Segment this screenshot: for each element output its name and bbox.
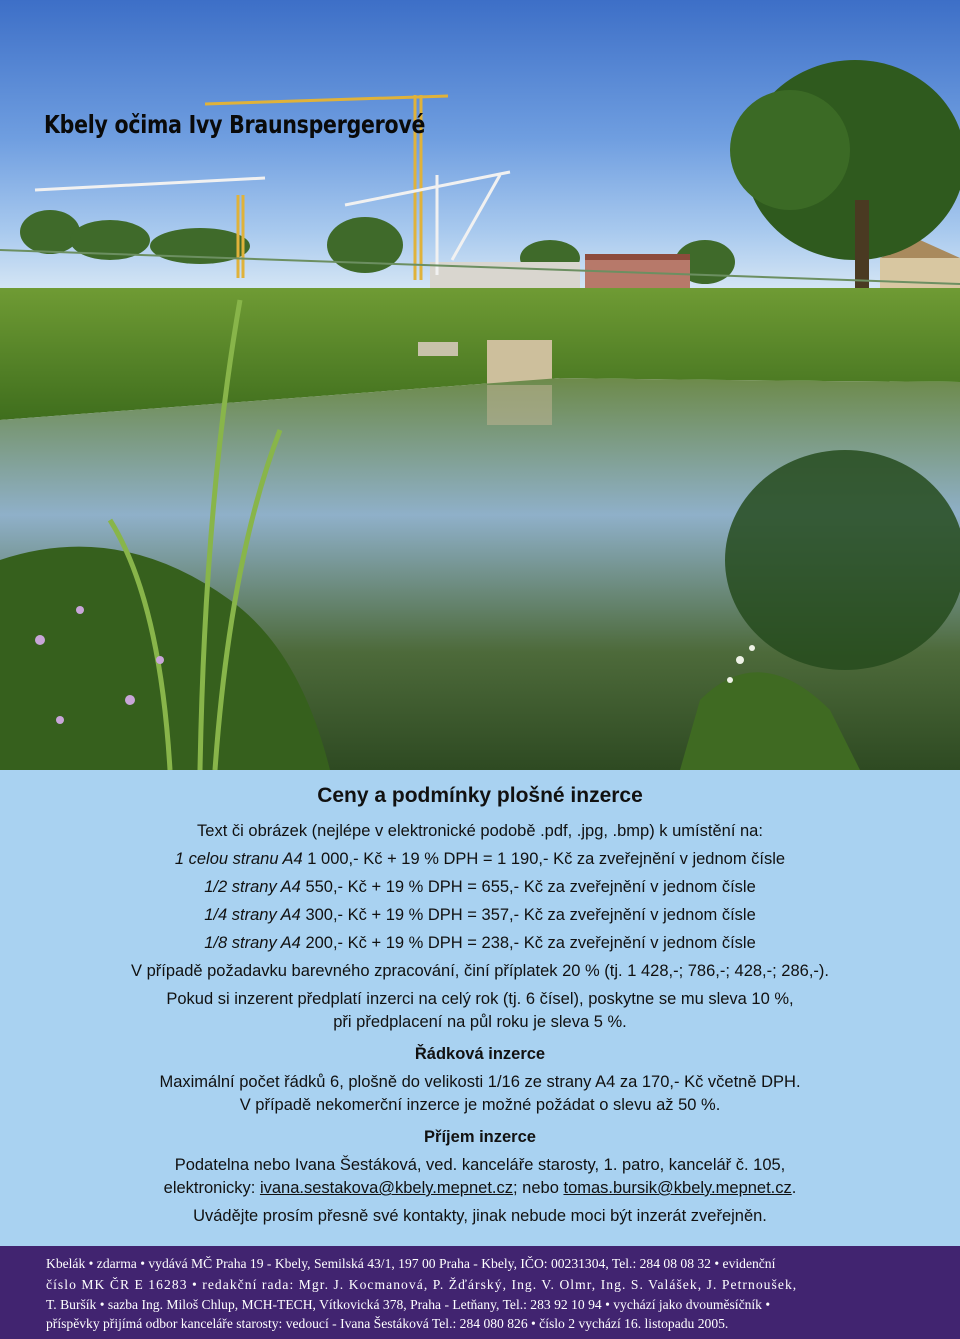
line-ad-discount: V případě nekomerční inzerce je možné požádat o slevu až 50 %. (239, 1096, 721, 1114)
receipt-prefix: elektronicky: (163, 1179, 260, 1197)
price-text: 300,- Kč + 19 % DPH = 357,- Kč za zveřejnění v jednom čísle (300, 906, 756, 924)
receipt-heading: Příjem inzerce (424, 1128, 536, 1146)
email-link-bursik[interactable]: tomas.bursik@kbely.mepnet.cz (563, 1179, 792, 1197)
price-text: 550,- Kč + 19 % DPH = 655,- Kč za zveřejnění v jednom čísle (300, 878, 756, 896)
color-surcharge-note: V případě požadavku barevného zpracování, činí příplatek 20 % (tj. 1 428,-; 786,-; 428,-; 286,-). (131, 962, 829, 980)
imprint-footer (0, 1246, 960, 1339)
price-row-full-page (0, 850, 960, 869)
ad-pricing-section (0, 770, 960, 1245)
pricing-title: Ceny a podmínky plošné inzerce (317, 784, 643, 807)
pricing-intro: Text či obrázek (nejlépe v elektronické podobě .pdf, .jpg, .bmp) k umístění na: (197, 822, 763, 840)
receipt-office: Podatelna nebo Ivana Šestáková, ved. kanceláře starosty, 1. patro, kancelář č. 105, (174, 1156, 786, 1174)
footer-line-4: příspěvky přijímá odbor kanceláře starosty: vedoucí - Ivana Šestáková Tel.: 284 080 826 • číslo 2 vychází 16. listopadu 2005. (46, 1316, 729, 1331)
halfyear-discount-note: při předplacení na půl roku je sleva 5 %. (333, 1013, 627, 1031)
price-row-eighth-page (0, 934, 960, 953)
receipt-electronic (0, 1179, 960, 1198)
line-ad-heading: Řádková inzerce (414, 1045, 546, 1063)
price-text: 1 000,- Kč + 19 % DPH = 1 190,- Kč za zveřejnění v jednom čísle (302, 850, 786, 868)
price-text: 200,- Kč + 19 % DPH = 238,- Kč za zveřejnění v jednom čísle (300, 934, 756, 952)
price-row-quarter-page (0, 906, 960, 925)
email-link-sestakova[interactable]: ivana.sestakova@kbely.mepnet.cz (259, 1179, 514, 1197)
receipt-suffix: . (791, 1179, 797, 1197)
footer-line-1: Kbelák • zdarma • vydává MČ Praha 19 - Kbely, Semilská 43/1, 197 00 Praha - Kbely, IČO: 00231304, Tel.: 284 08 08 32 • evidenční (46, 1256, 776, 1271)
receipt-contact-note: Uvádějte prosím přesně své kontakty, jinak nebude moci být inzerát zveřejněn. (193, 1207, 767, 1225)
footer-line-2: číslo MK ČR E 16283 • redakční rada: Mgr. J. Kocmanová, P. Žďárský, Ing. V. Olmr, Ing. S. Valášek, J. Petrnoušek, (46, 1277, 798, 1292)
price-size: 1/8 strany A4 (204, 934, 301, 952)
footer-line-3: T. Buršík • sazba Ing. Miloš Chlup, MCH-TECH, Vítkovická 378, Praha - Letňany, Tel.: 283 92 10 94 • vychází jako dvouměsíčník • (46, 1297, 771, 1312)
price-size: 1/4 strany A4 (204, 906, 301, 924)
price-size: 1/2 strany A4 (204, 878, 301, 896)
photo-caption: Kbely očima Ivy Braunspergerové (44, 110, 426, 139)
price-size: 1 celou stranu A4 (174, 850, 303, 868)
line-ad-price: Maximální počet řádků 6, plošně do velikosti 1/16 ze strany A4 za 170,- Kč včetně DPH. (159, 1073, 801, 1091)
annual-discount-note: Pokud si inzerent předplatí inzerci na celý rok (tj. 6 čísel), poskytne se mu sleva 10 %, (166, 990, 794, 1008)
price-row-half-page (0, 878, 960, 897)
receipt-mid: ; nebo (513, 1179, 564, 1197)
